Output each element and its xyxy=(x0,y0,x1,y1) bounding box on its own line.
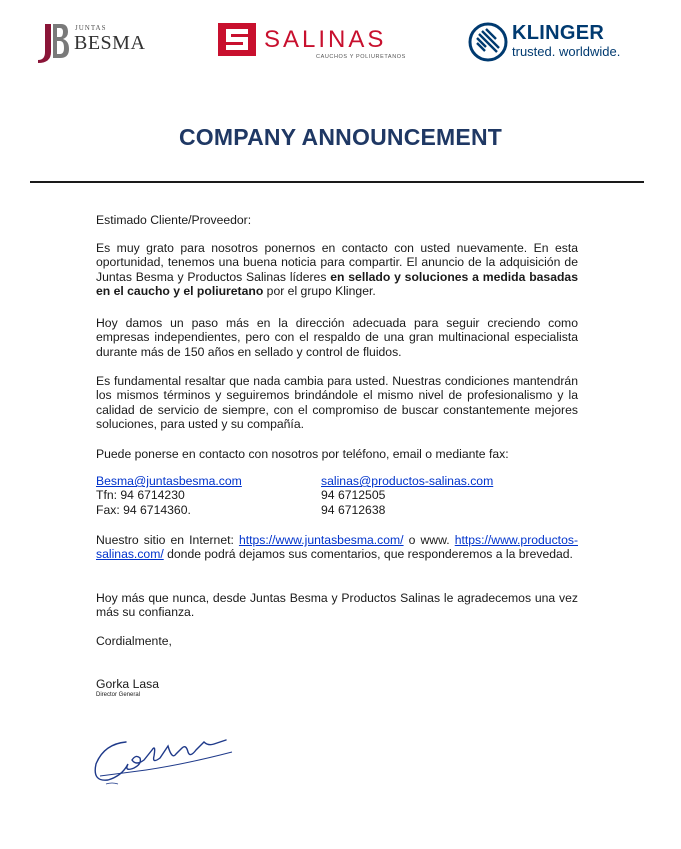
klinger-logo-tagline: trusted. worldwide. xyxy=(512,44,621,59)
paragraph-thanks: Hoy más que nunca, desde Juntas Besma y Productos Salinas le agradecemos una vez más su confianza. xyxy=(96,591,578,620)
p5-pre: Nuestro sitio en Internet: xyxy=(96,533,239,547)
contacts-salinas xyxy=(321,474,493,517)
title-divider xyxy=(30,181,644,183)
klinger-logo xyxy=(468,20,633,64)
besma-logo-name: BESMA xyxy=(74,32,146,54)
p5-mid: o www. xyxy=(403,533,450,547)
salinas-logo xyxy=(218,22,428,64)
paragraph-nothing-changes: Es fundamental resaltar que nada cambia para usted. Nuestras condiciones mantendrán los mismos términos y seguiremos brindándole el mismo nivel de profesionalismo y la calidad de servicio de siempre, con el compromiso de buscar constantemente mejores soluciones, para usted y su compañía. xyxy=(96,374,578,432)
salinas-website-link[interactable]: https://www.productos-salinas.com/ xyxy=(96,533,578,562)
salinas-logo-name: SALINAS xyxy=(264,26,387,53)
besma-phone: Tfn: 94 6714230 xyxy=(96,488,185,503)
salinas-mark-icon xyxy=(218,23,256,56)
besma-mark-icon xyxy=(35,22,69,64)
besma-logo-sub: JUNTAS xyxy=(75,24,107,32)
signer-name: Gorka Lasa xyxy=(96,677,160,691)
contacts-besma xyxy=(96,474,242,517)
logo-bar xyxy=(0,18,681,68)
besma-fax: Fax: 94 6714360. xyxy=(96,502,191,517)
signer-title: Director General xyxy=(96,692,141,698)
salinas-logo-sub: CAUCHOS Y POLIURETANOS xyxy=(316,54,406,60)
besma-email-link[interactable]: Besma@juntasbesma.com xyxy=(96,474,242,488)
salinas-fax: 94 6712638 xyxy=(321,502,386,517)
salinas-phone: 94 6712505 xyxy=(321,488,386,503)
closing: Cordialmente, xyxy=(96,634,172,648)
greeting: Estimado Cliente/Proveedor: xyxy=(96,213,252,227)
handwritten-signature xyxy=(86,724,236,794)
p1-bold: en sellado y soluciones a medida basadas en el caucho y el poliuretano xyxy=(96,269,578,299)
salinas-email-link[interactable]: salinas@productos-salinas.com xyxy=(321,474,494,488)
paragraph-websites xyxy=(96,533,578,562)
paragraph-contact-intro: Puede ponerse en contacto con nosotros por teléfono, email o mediante fax: xyxy=(96,447,509,461)
p5-end: donde podrá dejamos sus comentarios, que responderemos a la brevedad. xyxy=(163,547,573,562)
juntasbesma-website-link[interactable]: https://www.juntasbesma.com/ xyxy=(238,533,404,547)
klinger-logo-name: KLINGER xyxy=(512,22,605,44)
besma-logo xyxy=(35,22,160,64)
klinger-mark-icon xyxy=(468,22,508,62)
p1-end: por el grupo Klinger. xyxy=(263,284,376,299)
paragraph-next-step: Hoy damos un paso más en la dirección adecuada para seguir creciendo como empresas independientes, pero con el respaldo de una gran multinacional especialista durante más de 150 años en sellado y control de fluidos. xyxy=(96,316,578,359)
paragraph-acquisition xyxy=(96,241,578,299)
announcement-title: COMPANY ANNOUNCEMENT xyxy=(178,124,503,150)
p1-start: Es muy grato para nosotros ponernos en contacto con usted nuevamente. En esta oportunidad, tenemos una buena noticia para compartir. El anuncio de la adquisición de Juntas Besma y Productos Salinas líderes xyxy=(96,241,578,284)
